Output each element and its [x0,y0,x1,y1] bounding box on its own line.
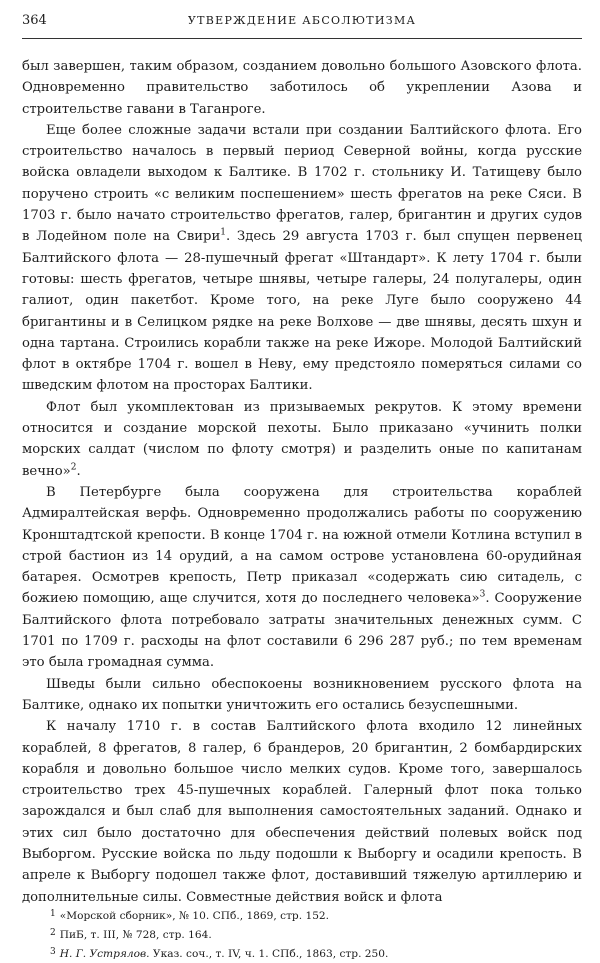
footnote: $^3$ Н. Г. Устрялов. Указ. соч., т. IV, ч. 1. СПб., 1863, стр. 250. [50,947,389,960]
footnote-ref: 2 [70,462,77,473]
paragraph: Еще более сложные задачи встали при создании Балтийского флота. Его строительство началось в первый период Северной войны, когда русские войска овладели выходом к Балтике. В 1702 г. стольнику И. Татищеву было поручено строить «с великим поспешением» шесть фрегатов на реке Сяси. В 1703 г. было начато строительство фрегатов, галер, бригантин и других судов в Лодейном поле на Свири$^1$. Здесь 29 августа 1703 г. был спущен первенец Балтийского флота — 28-пушечный фрегат «Штандарт». К лету 1704 г. были готовы: шесть фрегатов, четыре шнявы, четыре галеры, 24 полугалеры, один галиот, один пакетбот. Кроме того, на реке Луге было сооружено 44 бригантины и в Селицком рядке на реке Волхове — две шнявы, десять шхун и одна тартана. Строились корабли также на реке Ижоре. Молодой Балтийский флот в октябре 1704 г. вошел в Неву, ему предстояло померяться силами со шведским флотом на просторах Балтики. [22,122,582,394]
paragraph: В Петербурге была сооружена для строительства кораблей Адмиралтейская верфь. Одновременно продолжались работы по сооружению Кронштадтской крепости. В конце 1704 г. на южной отмели Котлина вступил в строй бастион из 14 орудий, а на самом острове установлена 60-орудийная батарея. Осмотрев крепость, Петр приказал «содержать сию ситадель, с божиею помощию, аще случится, хотя до последнего человека»$^3$. Сооружение Балтийского флота потребовало затраты значительных денежных сумм. С 1701 по 1709 г. расходы на флот составили 6 296 287 руб.; по тем временам это была громадная сумма. [22,484,582,671]
body-text [22,56,582,908]
header-divider [22,38,582,39]
paragraph: Флот был укомплектован из призываемых рекрутов. К этому времени относится и создание морской пехоты. Было приказано «учинить полки морских салдат (числом по флоту смотря) и разделить оные по капитанам вечно»$^2$. [22,399,582,479]
page-number: 364 [22,13,47,28]
paragraph: Шведы были сильно обеспокоены возникновением русского флота на Балтике, однако их попытки уничтожить его остались безуспешными. [22,676,582,713]
footnotes [22,906,582,963]
footnote-ref: 1 [220,227,227,238]
footnote: $^2$ ПиБ, т. III, № 728, стр. 164. [50,928,212,941]
footnote-ref: 3 [479,590,486,601]
page-header [22,13,582,33]
paragraph: К началу 1710 г. в состав Балтийского флота входило 12 линейных кораблей, 8 фрегатов, 8 галер, 6 брандеров, 20 бригантин, 2 бомбардирских корабля и довольно большое число мелких судов. Кроме того, завершалось строительство трех 45-пушечных кораблей. Галерный флот пока только зарождался и был слаб для выполнения самостоятельных заданий. Однако и этих сил было достаточно для обеспечения действий полевых войск под Выборгом. Русские войска по льду подошли к Выборгу и осадили крепость. В апреле к Выборгу подошел также флот, доставивший тяжелую артиллерию и дополнительные силы. Совместные действия войск и флота [22,719,582,905]
running-title: УТВЕРЖДЕНИЕ АБСОЛЮТИЗМА [187,14,417,27]
footnote: $^1$ «Морской сборник», № 10. СПб., 1869, стр. 152. [50,909,330,922]
paragraph: был завершен, таким образом, созданием довольно большого Азовского флота. Одновременно правительство заботилось об укреплении Азова и строительстве гавани в Таганроге. [22,59,582,117]
